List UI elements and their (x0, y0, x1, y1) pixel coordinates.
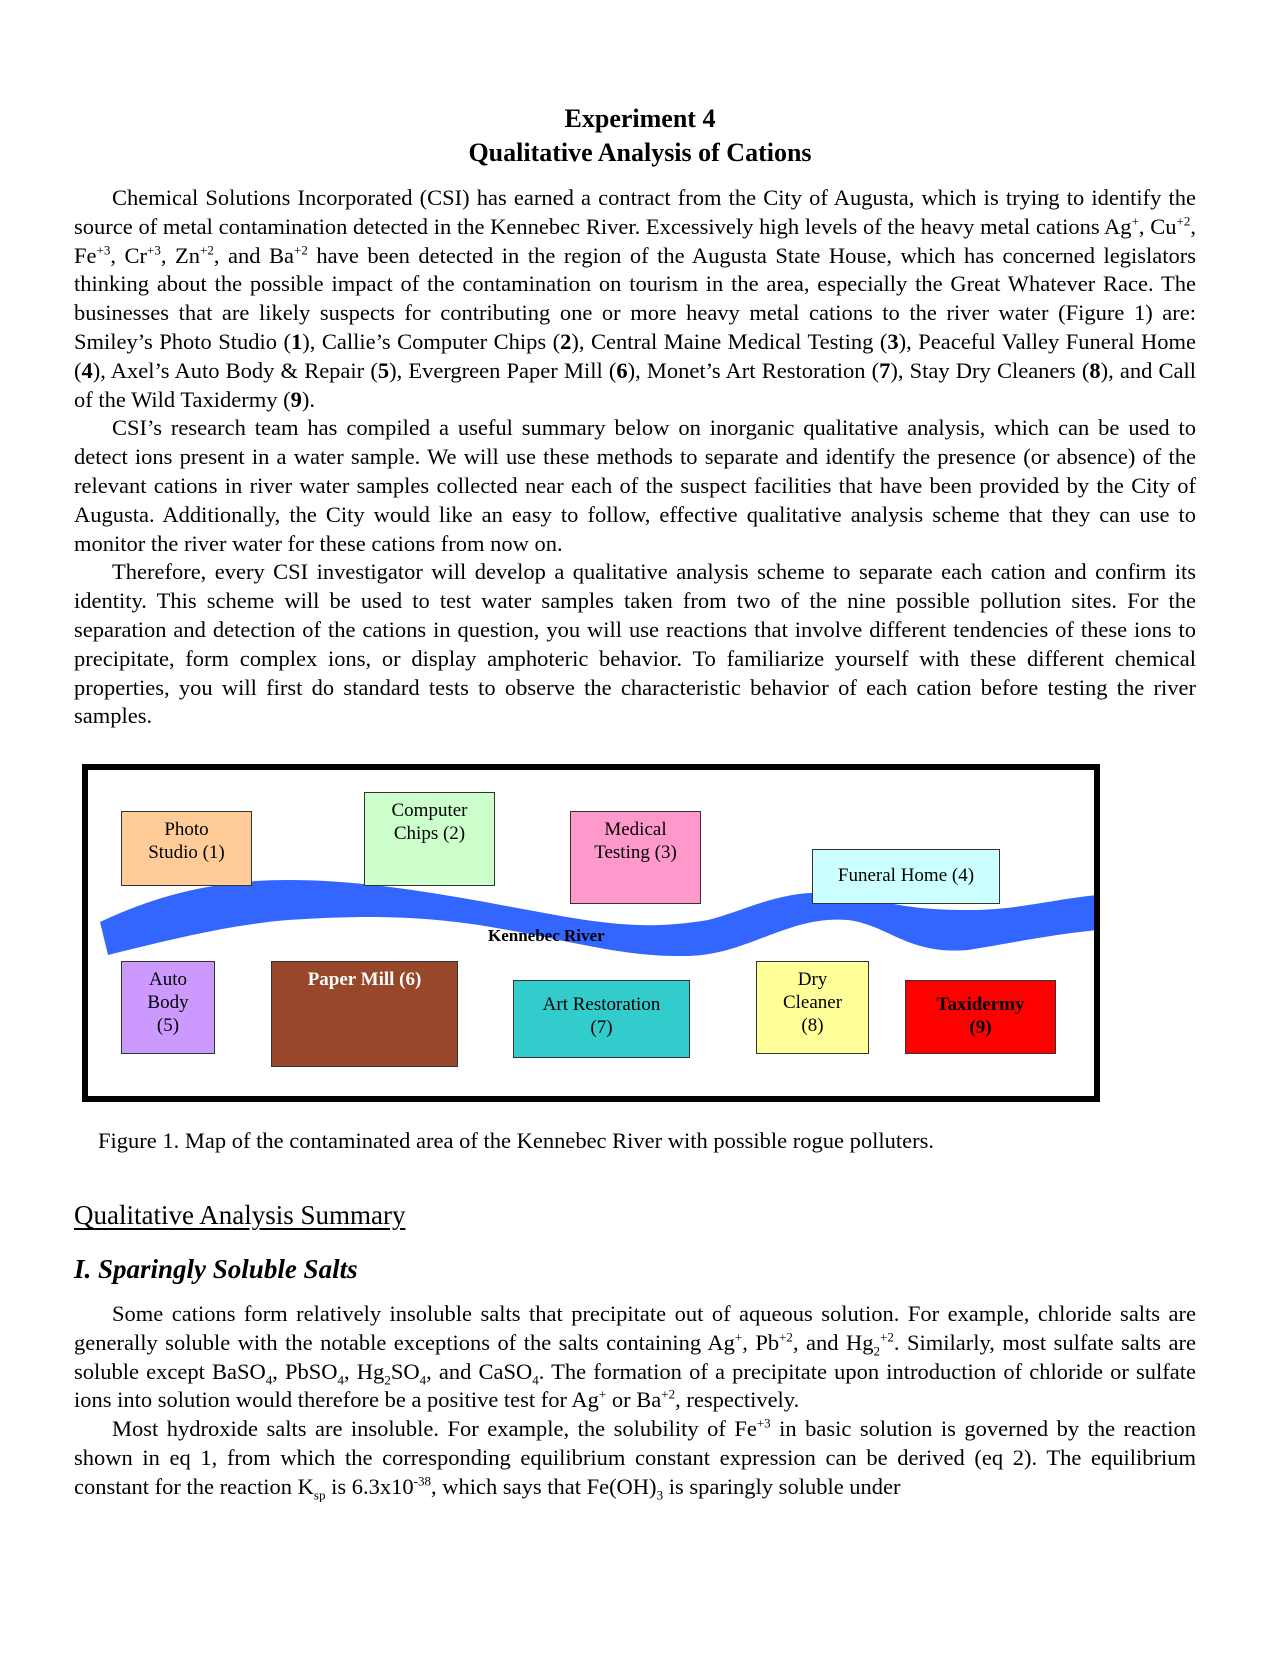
paragraph (74, 414, 1196, 558)
superscript: +3 (756, 1415, 771, 1431)
site-label: Computer (391, 800, 468, 821)
text-run: , Fe (74, 213, 1196, 268)
text-run: is 6.3x10 (325, 1473, 414, 1499)
river-label: Kennebec River (488, 926, 605, 945)
text-run: , and Ba (213, 242, 294, 268)
site-box (570, 811, 701, 904)
superscript: +2 (1176, 213, 1191, 229)
text-run: is sparingly soluble under (663, 1473, 901, 1499)
text-run: , Cu (1138, 213, 1177, 239)
text-run: in basic solution is governed by the reaction shown in eq 1, from which the corresponding equilibrium constant expression can be derived (eq 2). The equilibrium constant for the reaction K (74, 1416, 1196, 1499)
text-run: CSI’s research team has compiled a useful summary below on inorganic qualitative analysis, which can be used to detect ions present in a water sample. We will use these methods to separate and identify the presence (or absence) of the relevant cations in river water samples collected near each of the suspect facilities that have been provided by the City of Augusta. Additionally, the City would like an easy to follow, effective qualitative analysis scheme that they can use to monitor the river water for these cations from now on. (74, 415, 1196, 556)
figure-map (82, 764, 1100, 1102)
superscript: +2 (199, 242, 214, 258)
text-run: ), Peaceful Valley Funeral Home ( (74, 328, 1196, 383)
site-label: Funeral Home (4) (837, 865, 975, 886)
superscript: +2 (880, 1329, 894, 1345)
paragraph (74, 558, 1196, 731)
intro-text (74, 184, 1196, 731)
text-run: have been detected in the region of the Augusta State House, which has concerned legislators thinking about the possible impact of the contamination on tourism in the area, especially the Great Whatever Race. The businesses that are likely suspects for contributing one or more heavy metal cations to the river water (Figure 1) are: Smiley’s Photo Studio ( (74, 242, 1197, 354)
site-box (812, 849, 1000, 904)
text-run: or Ba (606, 1387, 662, 1413)
text-run: , and CaSO (426, 1358, 533, 1384)
text-run: ), Central Maine Medical Testing ( (571, 328, 888, 354)
subscript: 4 (265, 1372, 273, 1388)
bold-text: 4 (81, 357, 93, 383)
bold-text: 7 (879, 357, 891, 383)
text-run: , and Hg (792, 1329, 874, 1355)
superscript: + (734, 1329, 743, 1345)
text-run: . The formation of a precipitate upon introduction of chloride or sulfate ions into solution would therefore be a positive test for Ag (74, 1358, 1197, 1413)
site-label: (8) (801, 1015, 824, 1036)
section-heading: Qualitative Analysis Summary (74, 1200, 406, 1230)
text-run: ), Stay Dry Cleaners ( (890, 357, 1090, 383)
site-label: Body (147, 992, 189, 1013)
text-run: Therefore, every CSI investigator will develop a qualitative analysis scheme to separate each cation and confirm its identity. This scheme will be used to test water samples taken from two of the nine possible pollution sites. For the separation and detection of the cations in question, you will use reactions that involve different tendencies of these ions to precipitate, form complex ions, or display amphoteric behavior. To familiarize yourself with these different chemical properties, you will first do standard tests to observe the characteristic behavior of each cation before testing the river samples. (74, 559, 1196, 729)
superscript: +2 (661, 1386, 676, 1402)
site-box (121, 961, 215, 1054)
site-label: Auto (149, 969, 187, 990)
superscript: +3 (147, 242, 161, 258)
text-run: , Zn (160, 242, 200, 268)
site-box (364, 792, 495, 886)
text-run: ), Axel’s Auto Body & Repair ( (92, 357, 378, 383)
bold-text: 2 (560, 328, 572, 354)
bold-text: 8 (1089, 357, 1101, 383)
text-run: , which says that Fe(OH) (430, 1473, 657, 1499)
superscript: + (598, 1386, 607, 1402)
site-label: Paper Mill (6) (307, 969, 422, 990)
subscript: 3 (656, 1487, 664, 1503)
paragraph (74, 184, 1196, 414)
site-label: Cleaner (782, 992, 843, 1013)
site-box (756, 961, 869, 1054)
site-box (121, 811, 252, 886)
site-box (905, 980, 1056, 1054)
text-run: ), Callie’s Computer Chips ( (302, 328, 561, 354)
text-run: , Hg (344, 1358, 385, 1384)
text-run: , respectively. (675, 1387, 800, 1413)
site-label: Chips (2) (393, 823, 466, 844)
site-label: Studio (1) (148, 842, 225, 863)
text-run: SO (390, 1358, 420, 1384)
paragraph (74, 1300, 1196, 1415)
superscript: +2 (293, 242, 308, 258)
text-run: Some cations form relatively insoluble salts that precipitate out of aqueous solution. For example, chloride salts are generally soluble with the notable exceptions of the salts containing Ag (74, 1301, 1196, 1355)
text-run: Most hydroxide salts are insoluble. For example, the solubility of Fe (112, 1416, 757, 1442)
subscript: 4 (419, 1372, 427, 1388)
site-label: (9) (969, 1017, 992, 1038)
title-experiment: Experiment 4 (564, 104, 716, 133)
superscript: + (1131, 213, 1139, 229)
subscript: 2 (873, 1343, 881, 1359)
site-label: (5) (156, 1015, 180, 1036)
superscript: -38 (413, 1473, 431, 1489)
site-label: Taxidermy (936, 994, 1025, 1015)
site-label: Photo (164, 819, 209, 840)
site-label: Medical (604, 819, 667, 840)
text-run: , PbSO (272, 1358, 338, 1384)
site-label: Art Restoration (542, 994, 661, 1015)
superscript: +3 (96, 242, 111, 258)
bold-text: 6 (616, 357, 628, 383)
subscript: 2 (384, 1372, 391, 1388)
text-run: Chemical Solutions Incorporated (CSI) has earned a contract from the City of Augusta, which is trying to identify the source of metal contamination detected in the Kennebec River. Excessively high levels of the heavy metal cations Ag (74, 185, 1196, 239)
subscript: 4 (532, 1372, 539, 1388)
subscript: sp (313, 1487, 326, 1503)
paragraph (74, 1415, 1196, 1501)
bold-text: 9 (290, 386, 302, 412)
figure-caption: Figure 1. Map of the contaminated area of the Kennebec River with possible rogue polluters. (98, 1128, 935, 1153)
text-run: ). (301, 386, 316, 412)
title-main: Qualitative Analysis of Cations (468, 138, 812, 167)
site-label: (7) (590, 1017, 613, 1038)
subsection-heading: I. Sparingly Soluble Salts (74, 1254, 358, 1284)
text-run: ), Evergreen Paper Mill ( (389, 357, 617, 383)
section1-text (74, 1300, 1196, 1502)
bold-text: 5 (377, 357, 390, 383)
text-run: . Similarly, most sulfate salts are soluble except BaSO (74, 1329, 1196, 1384)
bold-text: 3 (887, 328, 899, 354)
site-box (271, 961, 458, 1067)
text-run: , Cr (110, 242, 147, 268)
site-label: Dry (797, 969, 828, 990)
text-run: ), and Call of the Wild Taxidermy ( (74, 357, 1196, 412)
site-box (513, 980, 690, 1058)
superscript: +2 (779, 1329, 793, 1345)
bold-text: 1 (291, 328, 303, 354)
text-run: , Pb (742, 1329, 780, 1355)
subscript: 4 (337, 1372, 345, 1388)
text-run: ), Monet’s Art Restoration ( (627, 357, 880, 383)
site-label: Testing (3) (594, 842, 677, 863)
